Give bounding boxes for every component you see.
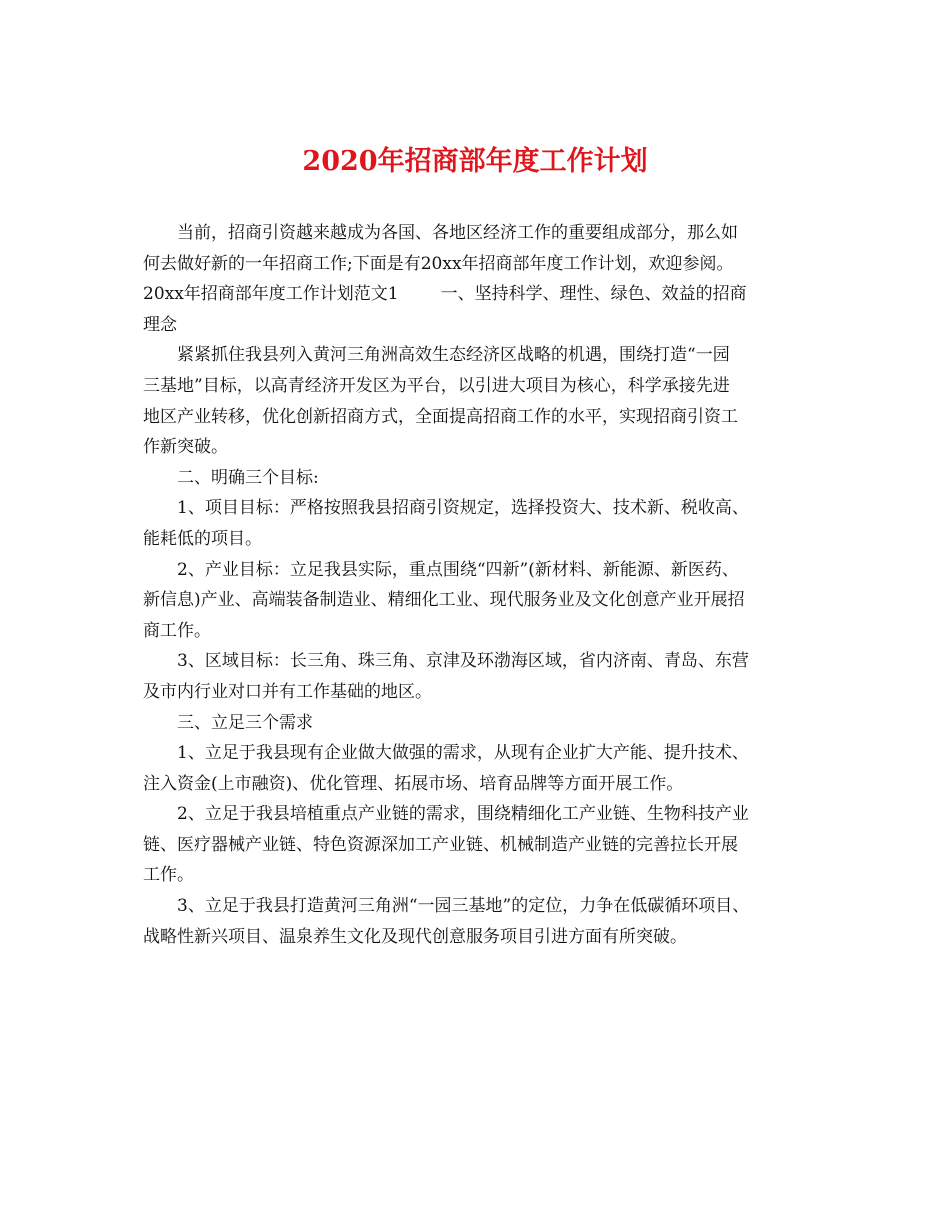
document-body — [143, 218, 819, 952]
paragraph-line: 1、立足于我县现有企业做大做强的需求，从现有企业扩大产能、提升技术、 — [177, 743, 749, 764]
paragraph-line — [143, 279, 819, 310]
paragraph-line: 链、医疗器械产业链、特色资源深加工产业链、机械制造产业链的完善拉长开展 — [143, 834, 738, 855]
paragraph-line: 何去做好新的一年招商工作;下面是有20xx年招商部年度工作计划，欢迎参阅。 — [143, 253, 734, 274]
section-heading-inline: 一、坚持科学、理性、绿色、效益的招商 — [440, 284, 747, 305]
paragraph-line: 2、立足于我县培植重点产业链的需求，围绕精细化工产业链、生物科技产业 — [177, 804, 749, 825]
paragraph-line: 作新突破。 — [143, 437, 228, 458]
paragraph-line: 1、项目目标：严格按照我县招商引资规定，选择投资大、技术新、税收高、 — [177, 498, 749, 519]
paragraph-line: 注入资金(上市融资)、优化管理、拓展市场、培育品牌等方面开展工作。 — [143, 773, 684, 794]
paragraph-line: 3、区域目标：长三角、珠三角、京津及环渤海区域，省内济南、青岛、东营 — [177, 651, 749, 672]
section-title-inline: 20xx年招商部年度工作计划范文1 — [143, 284, 399, 305]
paragraph-line: 商工作。 — [143, 620, 211, 641]
section-heading: 二、明确三个目标: — [177, 467, 319, 488]
paragraph-line: 3、立足于我县打造黄河三角洲“一园三基地”的定位，力争在低碳循环项目、 — [177, 896, 750, 917]
paragraph-line: 三基地”目标，以高青经济开发区为平台，以引进大项目为核心，科学承接先进 — [143, 375, 730, 396]
paragraph-line: 紧紧抓住我县列入黄河三角洲高效生态经济区战略的机遇，围绕打造“一园 — [177, 345, 730, 366]
paragraph-line: 新信息)产业、高端装备制造业、精细化工业、现代服务业及文化创意产业开展招 — [143, 590, 745, 611]
paragraph-line: 当前，招商引资越来越成为各国、各地区经济工作的重要组成部分，那么如 — [177, 223, 738, 243]
paragraph-line: 及市内行业对口并有工作基础的地区。 — [143, 681, 432, 702]
paragraph-line: 工作。 — [143, 865, 194, 886]
paragraph-line: 能耗低的项目。 — [143, 528, 262, 549]
paragraph-line: 战略性新兴项目、温泉养生文化及现代创意服务项目引进方面有所突破。 — [143, 926, 687, 947]
section-heading: 三、立足三个需求 — [177, 712, 313, 733]
paragraph-line: 地区产业转移，优化创新招商方式，全面提高招商工作的水平，实现招商引资工 — [143, 406, 738, 427]
paragraph-line: 2、产业目标：立足我县实际，重点围绕“四新”(新材料、新能源、新医药、 — [177, 559, 739, 580]
paragraph-line: 理念 — [143, 314, 177, 335]
document-title: 2020年招商部年度工作计划 — [302, 146, 648, 177]
